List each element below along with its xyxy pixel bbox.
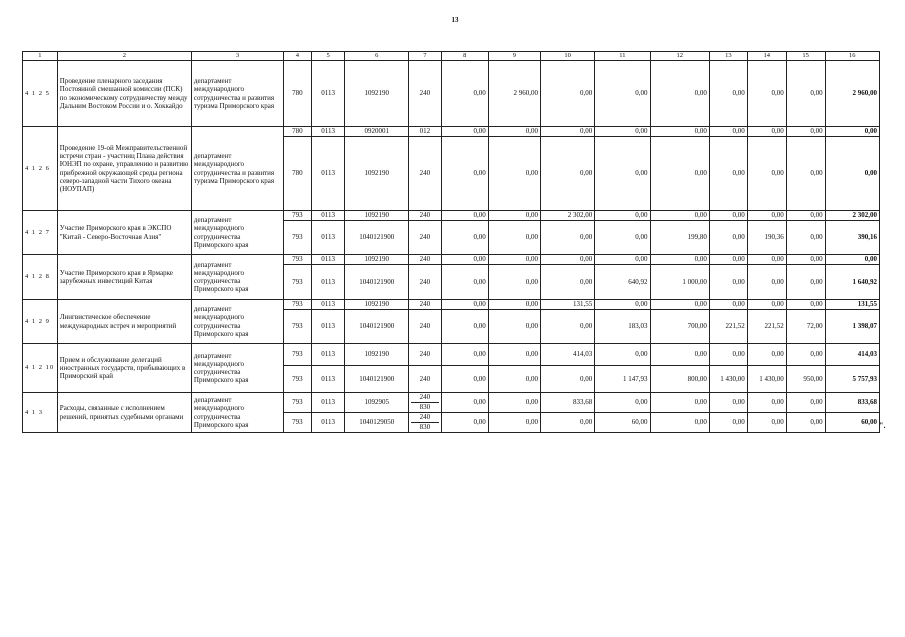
column-number-row (23, 52, 880, 61)
cell: 0,00 (595, 344, 650, 366)
cell: 0,00 (488, 344, 540, 366)
cell: 0,00 (709, 265, 747, 300)
cell: 1092190 (345, 300, 408, 310)
cell: 0,00 (786, 137, 825, 211)
cell: 793 (284, 344, 312, 366)
cell: 0,00 (441, 393, 488, 413)
table-row (23, 127, 880, 137)
cell: 0,00 (441, 61, 488, 127)
cell: 0113 (311, 265, 345, 300)
row-dept: департамент международного сотрудничества Приморского края (191, 393, 283, 433)
cell: 0,00 (488, 221, 540, 255)
cell: 0,00 (709, 61, 747, 127)
cell: 0,00 (650, 211, 709, 221)
cell: 0,00 (541, 127, 595, 137)
cell: 0,00 (747, 413, 786, 433)
cell: 700,00 (650, 310, 709, 344)
cell: 0,00 (786, 221, 825, 255)
row-total: 0,00 (825, 127, 879, 137)
cell: 640,92 (595, 265, 650, 300)
cell: 1040129050 (345, 413, 408, 433)
cell: 0,00 (786, 413, 825, 433)
row-code: 4 1 3 (23, 393, 58, 433)
cell: 0113 (311, 366, 345, 393)
cell: 1092190 (345, 211, 408, 221)
cell: 240 (408, 300, 441, 310)
cell: 780 (284, 61, 312, 127)
cell: 0,00 (541, 137, 595, 211)
row-name: Лингвистическое обеспечение международных встреч и мероприятий (57, 300, 191, 344)
cell: 793 (284, 211, 312, 221)
cell: 1092190 (345, 344, 408, 366)
cell: 0,00 (488, 413, 540, 433)
cell: 0,00 (595, 221, 650, 255)
cell: 0,00 (488, 127, 540, 137)
row-total: 60,00 (825, 413, 879, 433)
cell: 0920001 (345, 127, 408, 137)
cell: 221,52 (747, 310, 786, 344)
row-dept: департамент международного сотрудничества Приморского края (191, 300, 283, 344)
cell: 0,00 (709, 137, 747, 211)
table-row (23, 211, 880, 221)
cell: 0113 (311, 211, 345, 221)
cell: 0,00 (488, 255, 540, 265)
cell: 793 (284, 221, 312, 255)
row-dept: департамент международного сотрудничества Приморского края (191, 211, 283, 255)
row-total: 414,03 (825, 344, 879, 366)
cell: 1092190 (345, 137, 408, 211)
cell: 0,00 (541, 221, 595, 255)
cell: 0113 (311, 413, 345, 433)
cell: 0,00 (786, 300, 825, 310)
cell: 1040121900 (345, 310, 408, 344)
cell: 0,00 (441, 310, 488, 344)
cell: 0,00 (650, 393, 709, 413)
cell: 0,00 (541, 413, 595, 433)
row-total: 1 640,92 (825, 265, 879, 300)
cell: 0,00 (441, 344, 488, 366)
cell: 0,00 (441, 300, 488, 310)
cell: 0,00 (441, 137, 488, 211)
cell: 1 430,00 (709, 366, 747, 393)
cell: 1040121900 (345, 366, 408, 393)
row-total: 2 960,00 (825, 61, 879, 127)
cell: 0,00 (747, 300, 786, 310)
cell: 0,00 (541, 61, 595, 127)
cell: 240 (408, 310, 441, 344)
cell: 012 (408, 127, 441, 137)
cell: 0,00 (709, 393, 747, 413)
row-total: 390,16 (825, 221, 879, 255)
row-name: Проведение пленарного заседания Постоянной смешанной комиссии (ПСК) по экономическому сотрудничеству между Дальним Востоком России и о. Хоккайдо (57, 61, 191, 127)
cell: 0,00 (650, 413, 709, 433)
cell: 793 (284, 300, 312, 310)
col-header: 7 (408, 52, 441, 61)
row-name: Участие Приморского края в Ярмарке зарубежных инвестиций Китая (57, 255, 191, 300)
cell: 0,00 (786, 127, 825, 137)
cell: 131,55 (541, 300, 595, 310)
cell: 221,52 (709, 310, 747, 344)
cell: 0,00 (786, 211, 825, 221)
page-number: 13 (451, 16, 459, 24)
cell: 0113 (311, 344, 345, 366)
row-code: 4 1 2 5 (23, 61, 58, 127)
row-code: 4 1 2 6 (23, 127, 58, 211)
cell: 0,00 (709, 413, 747, 433)
cell: 240 (411, 413, 439, 423)
cell: 780 (284, 127, 312, 137)
col-header: 6 (345, 52, 408, 61)
cell: 0,00 (441, 221, 488, 255)
cell: 0113 (311, 255, 345, 265)
row-total: 131,55 (825, 300, 879, 310)
cell: 950,00 (786, 366, 825, 393)
cell: 183,03 (595, 310, 650, 344)
cell: 0,00 (650, 61, 709, 127)
col-header: 10 (541, 52, 595, 61)
cell: 0,00 (650, 127, 709, 137)
cell: 0,00 (488, 310, 540, 344)
row-dept: департамент международного сотрудничества Приморского края (191, 255, 283, 300)
col-header: 4 (284, 52, 312, 61)
kvr-cell (408, 413, 441, 433)
cell: 0113 (311, 221, 345, 255)
cell: 0,00 (595, 127, 650, 137)
closing-quote-mark: ". (879, 421, 886, 430)
row-name: Расходы, связанные с исполнением решений, принятых судебными органами (57, 393, 191, 433)
cell: 793 (284, 255, 312, 265)
cell: 793 (284, 310, 312, 344)
cell: 0,00 (488, 393, 540, 413)
cell: 793 (284, 393, 312, 413)
cell: 0,00 (595, 300, 650, 310)
cell: 833,68 (541, 393, 595, 413)
cell: 800,00 (650, 366, 709, 393)
cell: 240 (408, 61, 441, 127)
col-header: 8 (441, 52, 488, 61)
cell: 0,00 (747, 127, 786, 137)
cell: 0,00 (650, 344, 709, 366)
col-header: 16 (825, 52, 879, 61)
cell: 0,00 (488, 211, 540, 221)
cell: 0,00 (595, 137, 650, 211)
cell: 240 (408, 344, 441, 366)
cell: 0,00 (488, 137, 540, 211)
cell: 60,00 (595, 413, 650, 433)
col-header: 1 (23, 52, 58, 61)
row-code: 4 1 2 8 (23, 255, 58, 300)
table-row (23, 344, 880, 366)
col-header: 9 (488, 52, 540, 61)
row-total: 0,00 (825, 137, 879, 211)
cell: 0113 (311, 310, 345, 344)
cell: 0,00 (541, 366, 595, 393)
cell: 0,00 (441, 127, 488, 137)
col-header: 15 (786, 52, 825, 61)
cell: 199,80 (650, 221, 709, 255)
col-header: 3 (191, 52, 283, 61)
cell: 0113 (311, 127, 345, 137)
cell: 0,00 (488, 265, 540, 300)
cell: 240 (408, 211, 441, 221)
cell: 0,00 (541, 255, 595, 265)
cell: 1 000,00 (650, 265, 709, 300)
cell: 2 960,00 (488, 61, 540, 127)
cell: 0,00 (747, 137, 786, 211)
cell: 0,00 (747, 393, 786, 413)
row-code: 4 1 2 7 (23, 211, 58, 255)
row-total: 1 398,07 (825, 310, 879, 344)
row-total: 0,00 (825, 255, 879, 265)
cell: 0,00 (747, 344, 786, 366)
cell: 0,00 (541, 265, 595, 300)
cell: 72,00 (786, 310, 825, 344)
cell: 0,00 (541, 310, 595, 344)
cell: 0,00 (786, 344, 825, 366)
cell: 0,00 (747, 265, 786, 300)
row-code: 4 1 2 9 (23, 300, 58, 344)
row-total: 2 302,00 (825, 211, 879, 221)
table-row (23, 300, 880, 310)
cell: 0,00 (441, 255, 488, 265)
cell: 0,00 (441, 413, 488, 433)
cell: 0,00 (747, 61, 786, 127)
cell: 793 (284, 413, 312, 433)
table-row (23, 393, 880, 413)
cell: 240 (408, 221, 441, 255)
cell: 0,00 (709, 255, 747, 265)
col-header: 5 (311, 52, 345, 61)
col-header: 11 (595, 52, 650, 61)
cell: 0,00 (786, 265, 825, 300)
cell: 0113 (311, 137, 345, 211)
cell: 0,00 (441, 366, 488, 393)
cell: 240 (408, 366, 441, 393)
cell: 0,00 (786, 255, 825, 265)
cell: 0,00 (709, 221, 747, 255)
cell: 1 147,93 (595, 366, 650, 393)
cell: 0,00 (747, 255, 786, 265)
cell: 0113 (311, 61, 345, 127)
cell: 240 (408, 265, 441, 300)
row-name: Проведение 19-ой Межправительственной встречи стран - участниц Плана действия ЮНЭП по охране, управлению и развитию прибрежной окружающей среды региона северо-западной части Тихого океана (НОУПАП) (57, 127, 191, 211)
row-dept: департамент международного сотрудничества и развития туризма Приморского края (191, 127, 283, 211)
col-header: 14 (747, 52, 786, 61)
cell: 830 (419, 403, 431, 411)
cell: 240 (408, 255, 441, 265)
cell: 830 (419, 423, 431, 431)
cell: 0,00 (441, 265, 488, 300)
cell: 1092190 (345, 255, 408, 265)
col-header: 12 (650, 52, 709, 61)
cell: 0113 (311, 300, 345, 310)
cell: 0,00 (488, 366, 540, 393)
row-name: Участие Приморского края в ЭКСПО "Китай - Северо-Восточная Азия" (57, 211, 191, 255)
cell: 0,00 (595, 255, 650, 265)
cell: 0,00 (595, 393, 650, 413)
budget-table (22, 51, 880, 433)
cell: 0,00 (786, 61, 825, 127)
row-code: 4 1 2 10 (23, 344, 58, 393)
table-row (23, 255, 880, 265)
cell: 780 (284, 137, 312, 211)
cell: 0,00 (441, 211, 488, 221)
cell: 0,00 (650, 137, 709, 211)
cell: 0,00 (650, 255, 709, 265)
table-row (23, 61, 880, 127)
row-dept: департамент международного сотрудничества и развития туризма Приморского края (191, 61, 283, 127)
cell: 0,00 (709, 300, 747, 310)
cell: 0,00 (595, 211, 650, 221)
cell: 1092905 (345, 393, 408, 413)
cell: 0,00 (786, 393, 825, 413)
cell: 2 302,00 (541, 211, 595, 221)
cell: 0,00 (595, 61, 650, 127)
cell: 0113 (311, 393, 345, 413)
cell: 0,00 (709, 211, 747, 221)
cell: 0,00 (709, 127, 747, 137)
row-dept: департамент международного сотрудничества Приморского края (191, 344, 283, 393)
col-header: 2 (57, 52, 191, 61)
cell: 0,00 (747, 211, 786, 221)
cell: 0,00 (709, 344, 747, 366)
cell: 190,36 (747, 221, 786, 255)
cell: 793 (284, 265, 312, 300)
row-total: 833,68 (825, 393, 879, 413)
cell: 240 (411, 393, 439, 403)
kvr-cell (408, 393, 441, 413)
cell: 0,00 (488, 300, 540, 310)
cell: 793 (284, 366, 312, 393)
cell: 240 (408, 137, 441, 211)
cell: 0,00 (650, 300, 709, 310)
cell: 1040121900 (345, 221, 408, 255)
row-total: 5 757,93 (825, 366, 879, 393)
col-header: 13 (709, 52, 747, 61)
cell: 1 430,00 (747, 366, 786, 393)
cell: 1040121900 (345, 265, 408, 300)
row-name: Прием и обслуживание делегаций иностранных государств, прибывающих в Приморский край (57, 344, 191, 393)
cell: 414,03 (541, 344, 595, 366)
cell: 1092190 (345, 61, 408, 127)
